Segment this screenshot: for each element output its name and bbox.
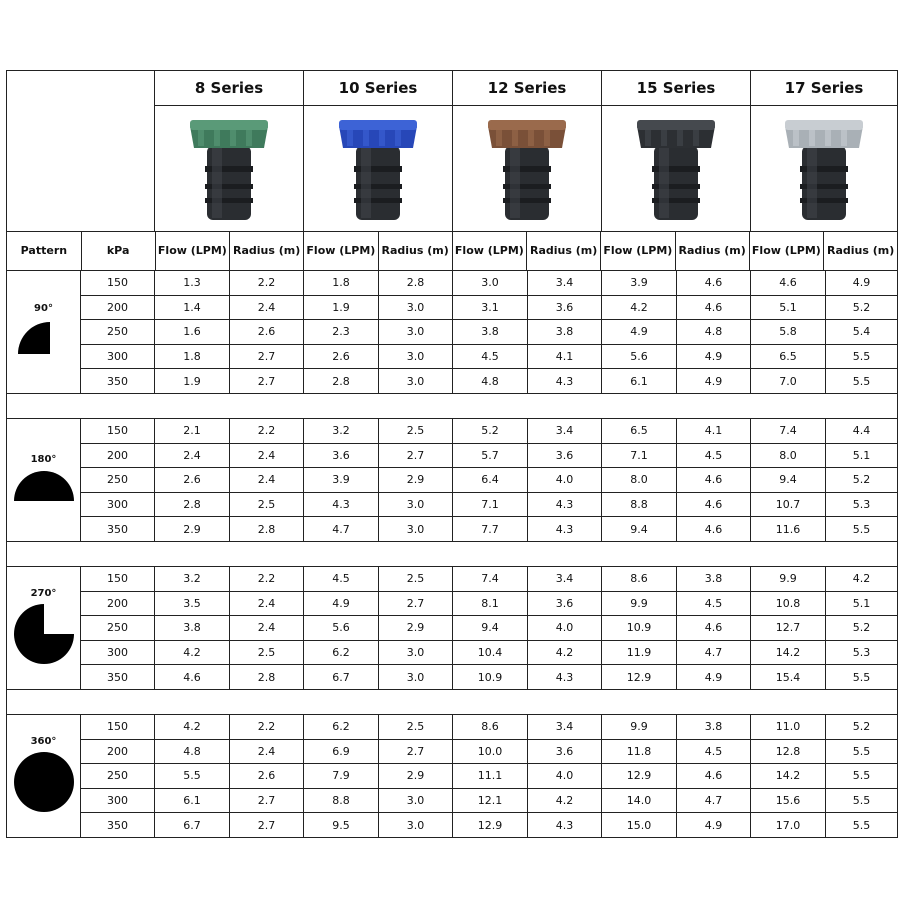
- radius-cell: 4.6: [677, 271, 751, 295]
- table-row: [81, 296, 897, 321]
- radius-cell: 5.5: [852, 670, 871, 684]
- flow-cell: 8.8: [304, 789, 379, 813]
- flow-cell: 3.8: [155, 616, 230, 640]
- radius-cell: 2.5: [230, 641, 304, 665]
- flow-cell: 5.1: [751, 296, 826, 320]
- radius-cell: 3.8: [677, 567, 751, 591]
- radius-cell: 2.4: [230, 592, 304, 616]
- flow-cell: 6.1: [155, 789, 230, 813]
- flow-cell: 2.4: [155, 444, 230, 468]
- radius-cell: 4.0: [528, 468, 602, 492]
- flow-cell: 4.2: [602, 296, 677, 320]
- flow-cell: 10.7: [751, 493, 826, 517]
- radius-cell: 4.9: [852, 276, 871, 290]
- flow-cell: 8.6: [602, 567, 677, 591]
- flow-cell: 6.1: [602, 369, 677, 393]
- radius-cell: 2.5: [379, 567, 453, 591]
- radius-cell: 3.0: [379, 296, 453, 320]
- radius-cell: 2.8: [379, 271, 453, 295]
- radius-cell: 2.5: [379, 715, 453, 739]
- radius-column-header: Radius (m): [230, 232, 304, 270]
- table-row: [81, 567, 897, 592]
- radius-cell: 2.6: [230, 764, 304, 788]
- nozzle-performance-table: [6, 70, 898, 838]
- radius-cell: 3.6: [528, 296, 602, 320]
- flow-cell: 1.9: [155, 369, 230, 393]
- group-separator: [7, 689, 897, 715]
- flow-cell: 14.2: [751, 641, 826, 665]
- radius-cell: 5.2: [852, 621, 871, 635]
- flow-cell: 7.4: [751, 419, 826, 443]
- kpa-cell: 350: [81, 517, 155, 541]
- radius-cell: 3.4: [528, 567, 602, 591]
- flow-cell: 5.6: [304, 616, 379, 640]
- flow-column-header: Flow (LPM): [453, 232, 528, 270]
- radius-cell: 3.0: [379, 345, 453, 369]
- radius-cell: 3.0: [379, 665, 453, 689]
- radius-column-header: Radius (m): [676, 232, 750, 270]
- flow-cell: 4.8: [453, 369, 528, 393]
- radius-cell: 2.7: [379, 592, 453, 616]
- pattern-column-header: Pattern: [7, 232, 82, 270]
- radius-cell: 2.5: [379, 419, 453, 443]
- series-header-cell: [155, 71, 304, 231]
- radius-cell: 4.6: [677, 764, 751, 788]
- flow-cell: 10.0: [453, 740, 528, 764]
- table-row: [81, 493, 897, 518]
- kpa-cell: 350: [81, 369, 155, 393]
- radius-cell: 2.2: [230, 419, 304, 443]
- series-header: [7, 71, 897, 232]
- series-name: 8 Series: [155, 71, 303, 106]
- radius-cell: 2.7: [230, 789, 304, 813]
- spray-pattern-icon: [14, 318, 74, 361]
- radius-cell: 5.5: [852, 522, 871, 536]
- radius-cell: 5.2: [852, 720, 871, 734]
- flow-cell: 1.6: [155, 320, 230, 344]
- radius-cell: 3.6: [528, 592, 602, 616]
- radius-cell: 4.5: [677, 444, 751, 468]
- radius-cell: 4.2: [528, 789, 602, 813]
- radius-cell: 5.5: [852, 744, 871, 758]
- flow-cell: 9.4: [453, 616, 528, 640]
- radius-cell: 2.9: [379, 468, 453, 492]
- kpa-cell: 250: [81, 468, 155, 492]
- table-row: [81, 813, 897, 837]
- flow-cell: 3.0: [453, 271, 528, 295]
- flow-cell: 2.6: [155, 468, 230, 492]
- radius-cell: 3.0: [379, 369, 453, 393]
- flow-cell: 12.9: [453, 813, 528, 837]
- radius-cell: 2.4: [230, 468, 304, 492]
- flow-cell: 6.7: [304, 665, 379, 689]
- series-name: 17 Series: [751, 71, 897, 106]
- header-blank-cell: [7, 71, 155, 231]
- radius-cell: 2.9: [379, 764, 453, 788]
- radius-cell: 2.4: [230, 444, 304, 468]
- flow-cell: 12.1: [453, 789, 528, 813]
- flow-cell: 17.0: [751, 813, 826, 837]
- flow-cell: 6.9: [304, 740, 379, 764]
- flow-cell: 12.8: [751, 740, 826, 764]
- table-row: [81, 345, 897, 370]
- radius-cell: 5.5: [852, 769, 871, 783]
- spray-pattern-icon: [13, 469, 75, 506]
- flow-column-header: Flow (LPM): [750, 232, 825, 270]
- nozzle-image: [602, 106, 750, 231]
- flow-cell: 3.9: [602, 271, 677, 295]
- flow-cell: 4.5: [453, 345, 528, 369]
- flow-cell: 6.5: [602, 419, 677, 443]
- flow-cell: 15.6: [751, 789, 826, 813]
- flow-cell: 8.0: [602, 468, 677, 492]
- flow-cell: 10.8: [751, 592, 826, 616]
- radius-cell: 2.4: [230, 616, 304, 640]
- radius-cell: 3.4: [528, 271, 602, 295]
- radius-cell: 4.9: [677, 813, 751, 837]
- kpa-cell: 300: [81, 345, 155, 369]
- radius-cell: 5.5: [852, 374, 871, 388]
- radius-cell: 3.8: [528, 320, 602, 344]
- flow-cell: 4.5: [304, 567, 379, 591]
- radius-cell: 3.4: [528, 715, 602, 739]
- radius-cell: 3.4: [528, 419, 602, 443]
- radius-cell: 4.3: [528, 493, 602, 517]
- kpa-cell: 200: [81, 592, 155, 616]
- radius-cell: 2.4: [230, 740, 304, 764]
- flow-cell: 3.8: [453, 320, 528, 344]
- radius-cell: 4.6: [677, 517, 751, 541]
- radius-cell: 4.6: [677, 296, 751, 320]
- flow-cell: 4.7: [304, 517, 379, 541]
- flow-cell: 7.7: [453, 517, 528, 541]
- flow-cell: 6.5: [751, 345, 826, 369]
- radius-cell: 3.0: [379, 813, 453, 837]
- radius-cell: 2.6: [230, 320, 304, 344]
- radius-cell: 3.0: [379, 320, 453, 344]
- flow-cell: 12.7: [751, 616, 826, 640]
- kpa-cell: 300: [81, 789, 155, 813]
- flow-cell: 4.2: [155, 641, 230, 665]
- flow-cell: 1.3: [155, 271, 230, 295]
- radius-cell: 2.7: [379, 444, 453, 468]
- radius-cell: 5.2: [852, 300, 871, 314]
- radius-column-header: Radius (m): [527, 232, 601, 270]
- flow-cell: 2.8: [304, 369, 379, 393]
- flow-cell: 11.8: [602, 740, 677, 764]
- nozzle-image: [751, 106, 897, 231]
- radius-cell: 4.9: [677, 369, 751, 393]
- group-separator: [7, 541, 897, 567]
- kpa-cell: 150: [81, 419, 155, 443]
- radius-cell: 2.8: [230, 665, 304, 689]
- radius-cell: 3.0: [379, 789, 453, 813]
- flow-cell: 4.3: [304, 493, 379, 517]
- flow-cell: 8.6: [453, 715, 528, 739]
- flow-cell: 3.2: [155, 567, 230, 591]
- flow-cell: 5.8: [751, 320, 826, 344]
- radius-cell: 4.0: [528, 764, 602, 788]
- radius-cell: 4.4: [852, 424, 871, 438]
- flow-cell: 2.1: [155, 419, 230, 443]
- table-row: [81, 369, 897, 393]
- flow-column-header: Flow (LPM): [304, 232, 379, 270]
- table-row: [81, 764, 897, 789]
- flow-column-header: Flow (LPM): [156, 232, 231, 270]
- radius-cell: 4.6: [677, 493, 751, 517]
- flow-cell: 14.0: [602, 789, 677, 813]
- flow-cell: 11.1: [453, 764, 528, 788]
- pattern-group: [7, 567, 897, 689]
- flow-cell: 2.9: [155, 517, 230, 541]
- flow-cell: 7.9: [304, 764, 379, 788]
- radius-cell: 4.3: [528, 813, 602, 837]
- radius-cell: 3.0: [379, 641, 453, 665]
- flow-cell: 6.4: [453, 468, 528, 492]
- radius-cell: 2.2: [230, 715, 304, 739]
- flow-cell: 11.6: [751, 517, 826, 541]
- radius-cell: 4.5: [677, 592, 751, 616]
- radius-column-header: Radius (m): [379, 232, 453, 270]
- flow-cell: 2.3: [304, 320, 379, 344]
- radius-cell: 3.0: [379, 493, 453, 517]
- table-row: [81, 616, 897, 641]
- radius-cell: 3.0: [379, 517, 453, 541]
- series-name: 12 Series: [453, 71, 601, 106]
- pattern-group: [7, 271, 897, 393]
- flow-cell: 5.2: [453, 419, 528, 443]
- radius-cell: 2.8: [230, 517, 304, 541]
- flow-cell: 1.8: [304, 271, 379, 295]
- radius-column-header: Radius (m): [826, 244, 895, 257]
- radius-cell: 5.1: [852, 448, 871, 462]
- kpa-cell: 250: [81, 764, 155, 788]
- radius-cell: 4.1: [528, 345, 602, 369]
- radius-cell: 4.6: [677, 468, 751, 492]
- flow-cell: 3.2: [304, 419, 379, 443]
- radius-cell: 4.2: [852, 572, 871, 586]
- radius-cell: 5.4: [852, 325, 871, 339]
- flow-cell: 3.5: [155, 592, 230, 616]
- pattern-degree-label: 360°: [30, 735, 57, 747]
- table-row: [81, 517, 897, 541]
- flow-cell: 7.1: [453, 493, 528, 517]
- radius-cell: 5.2: [852, 473, 871, 487]
- kpa-cell: 250: [81, 616, 155, 640]
- table-row: [81, 715, 897, 740]
- kpa-cell: 200: [81, 740, 155, 764]
- table-row: [81, 592, 897, 617]
- pattern-degree-label: 90°: [34, 302, 53, 314]
- kpa-cell: 150: [81, 567, 155, 591]
- pattern-group: [7, 715, 897, 837]
- flow-cell: 9.9: [751, 567, 826, 591]
- radius-cell: 5.3: [852, 646, 871, 660]
- flow-cell: 4.6: [751, 271, 826, 295]
- pattern-degree-label: 270°: [30, 587, 57, 599]
- radius-cell: 4.3: [528, 665, 602, 689]
- radius-cell: 5.5: [852, 793, 871, 807]
- flow-cell: 7.0: [751, 369, 826, 393]
- radius-cell: 2.5: [230, 493, 304, 517]
- radius-cell: 5.5: [852, 350, 871, 364]
- table-row: [81, 468, 897, 493]
- kpa-cell: 350: [81, 665, 155, 689]
- flow-cell: 14.2: [751, 764, 826, 788]
- flow-cell: 10.4: [453, 641, 528, 665]
- flow-cell: 8.1: [453, 592, 528, 616]
- flow-cell: 7.1: [602, 444, 677, 468]
- radius-cell: 4.7: [677, 789, 751, 813]
- kpa-cell: 300: [81, 641, 155, 665]
- series-header-cell: [602, 71, 751, 231]
- spray-pattern-icon: [13, 751, 75, 816]
- flow-cell: 3.9: [304, 468, 379, 492]
- radius-cell: 4.5: [677, 740, 751, 764]
- flow-cell: 11.9: [602, 641, 677, 665]
- flow-cell: 9.5: [304, 813, 379, 837]
- kpa-cell: 200: [81, 296, 155, 320]
- radius-cell: 2.7: [379, 740, 453, 764]
- column-header-row: [7, 232, 897, 271]
- table-row: [81, 271, 897, 296]
- flow-cell: 9.9: [602, 715, 677, 739]
- radius-cell: 3.6: [528, 444, 602, 468]
- flow-cell: 10.9: [453, 665, 528, 689]
- nozzle-image: [304, 106, 452, 231]
- kpa-cell: 150: [81, 715, 155, 739]
- flow-cell: 8.0: [751, 444, 826, 468]
- kpa-column-header: kPa: [82, 232, 156, 270]
- pattern-cell: [7, 271, 81, 393]
- kpa-cell: 300: [81, 493, 155, 517]
- nozzle-image: [155, 106, 303, 231]
- flow-cell: 7.4: [453, 567, 528, 591]
- flow-cell: 6.2: [304, 715, 379, 739]
- table-row: [81, 641, 897, 666]
- table-row: [81, 419, 897, 444]
- flow-cell: 5.7: [453, 444, 528, 468]
- radius-cell: 2.7: [230, 813, 304, 837]
- flow-cell: 6.7: [155, 813, 230, 837]
- flow-cell: 5.5: [155, 764, 230, 788]
- table-row: [81, 789, 897, 814]
- flow-cell: 8.8: [602, 493, 677, 517]
- flow-cell: 12.9: [602, 764, 677, 788]
- flow-cell: 2.8: [155, 493, 230, 517]
- radius-cell: 5.3: [852, 498, 871, 512]
- flow-cell: 15.4: [751, 665, 826, 689]
- flow-cell: 1.9: [304, 296, 379, 320]
- radius-cell: 4.3: [528, 369, 602, 393]
- flow-cell: 3.6: [304, 444, 379, 468]
- flow-cell: 1.4: [155, 296, 230, 320]
- radius-cell: 4.9: [677, 345, 751, 369]
- radius-cell: 5.1: [852, 596, 871, 610]
- table-row: [81, 320, 897, 345]
- series-header-cell: [751, 71, 897, 231]
- group-separator: [7, 393, 897, 419]
- radius-cell: 2.7: [230, 345, 304, 369]
- kpa-cell: 200: [81, 444, 155, 468]
- flow-cell: 4.8: [155, 740, 230, 764]
- radius-cell: 4.0: [528, 616, 602, 640]
- flow-cell: 11.0: [751, 715, 826, 739]
- kpa-cell: 250: [81, 320, 155, 344]
- radius-cell: 3.8: [677, 715, 751, 739]
- radius-cell: 2.9: [379, 616, 453, 640]
- flow-cell: 4.2: [155, 715, 230, 739]
- table-row: [81, 444, 897, 469]
- flow-cell: 4.6: [155, 665, 230, 689]
- spray-pattern-icon: [13, 603, 75, 668]
- series-header-cell: [453, 71, 602, 231]
- radius-cell: 2.7: [230, 369, 304, 393]
- flow-cell: 5.6: [602, 345, 677, 369]
- table-row: [81, 665, 897, 689]
- flow-cell: 15.0: [602, 813, 677, 837]
- table-row: [81, 740, 897, 765]
- radius-cell: 4.8: [677, 320, 751, 344]
- radius-cell: 4.3: [528, 517, 602, 541]
- radius-cell: 4.1: [677, 419, 751, 443]
- radius-cell: 4.2: [528, 641, 602, 665]
- pattern-cell: [7, 715, 81, 837]
- flow-cell: 4.9: [304, 592, 379, 616]
- radius-cell: 3.6: [528, 740, 602, 764]
- flow-cell: 9.4: [751, 468, 826, 492]
- pattern-group: [7, 419, 897, 541]
- nozzle-image: [453, 106, 601, 231]
- radius-cell: 5.5: [852, 818, 871, 832]
- flow-cell: 6.2: [304, 641, 379, 665]
- kpa-cell: 350: [81, 813, 155, 837]
- radius-cell: 4.9: [677, 665, 751, 689]
- radius-cell: 4.6: [677, 616, 751, 640]
- flow-cell: 3.1: [453, 296, 528, 320]
- radius-cell: 2.2: [230, 567, 304, 591]
- pattern-cell: [7, 567, 81, 689]
- flow-cell: 9.4: [602, 517, 677, 541]
- radius-cell: 4.7: [677, 641, 751, 665]
- series-name: 10 Series: [304, 71, 452, 106]
- flow-column-header: Flow (LPM): [601, 232, 676, 270]
- series-name: 15 Series: [602, 71, 750, 106]
- flow-cell: 4.9: [602, 320, 677, 344]
- pattern-cell: [7, 419, 81, 541]
- flow-cell: 1.8: [155, 345, 230, 369]
- radius-cell: 2.4: [230, 296, 304, 320]
- flow-cell: 9.9: [602, 592, 677, 616]
- flow-cell: 2.6: [304, 345, 379, 369]
- series-header-cell: [304, 71, 453, 231]
- flow-cell: 10.9: [602, 616, 677, 640]
- radius-cell: 2.2: [230, 271, 304, 295]
- flow-cell: 12.9: [602, 665, 677, 689]
- pattern-degree-label: 180°: [30, 453, 57, 465]
- kpa-cell: 150: [81, 271, 155, 295]
